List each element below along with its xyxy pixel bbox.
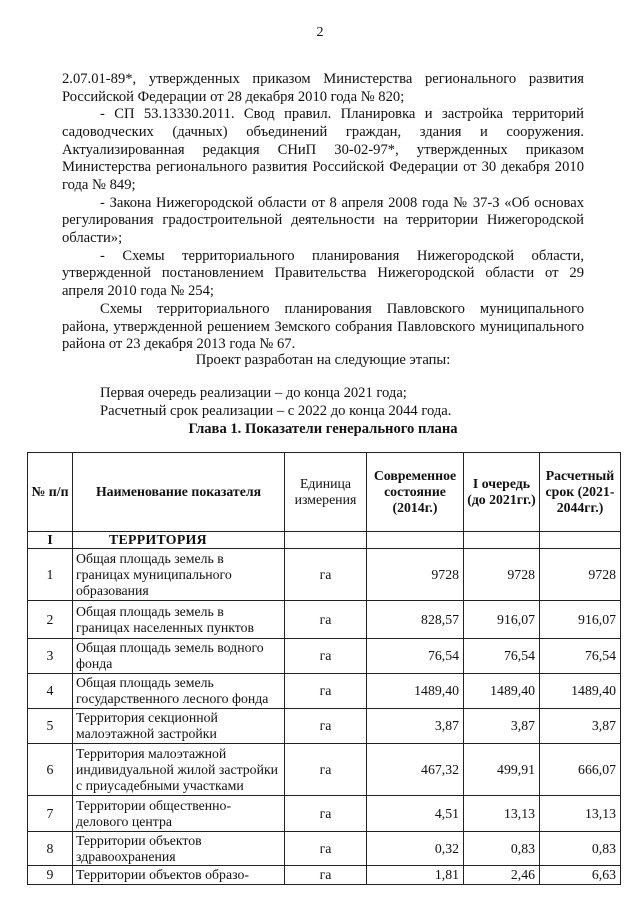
row-first-stage-value: 499,91 [464,744,540,796]
header-target: Расчетный срок (2021-2044гг.) [540,453,621,532]
row-unit: га [285,549,367,601]
row-first-stage-value: 13,13 [464,796,540,832]
row-target-value: 666,07 [540,744,621,796]
row-name: Территория малоэтажной индивидуальной жилой застройки с приусадебными участками [73,744,285,796]
table-row [28,639,621,674]
row-name: Территории общественно-делового центра [73,796,285,832]
table-row [28,674,621,709]
stage-target: Расчетный срок реализации – с 2022 до конца 2044 года. [100,403,452,419]
row-unit: га [285,866,367,885]
row-unit: га [285,709,367,744]
row-num: 9 [28,866,73,885]
row-first-stage-value: 0,83 [464,832,540,866]
row-target-value: 0,83 [540,832,621,866]
table-row [28,796,621,832]
row-num: 1 [28,549,73,601]
section-name: ТЕРРИТОРИЯ [73,532,285,549]
header-name: Наименование показателя [73,453,285,532]
row-target-value: 13,13 [540,796,621,832]
chapter-title: Глава 1. Показатели генерального плана [188,421,458,437]
row-num: 3 [28,639,73,674]
row-unit: га [285,796,367,832]
paragraph-4: - Схемы территориального планирования Нижегородской области, утвержденной постановлением Правительства Нижегородской области от 29 апреля 2010 года № 254; [62,247,584,300]
row-target-value: 3,87 [540,709,621,744]
row-name: Территории объектов образо- [73,866,285,885]
table-header-row [28,453,621,532]
row-num: 6 [28,744,73,796]
row-first-stage-value: 916,07 [464,601,540,639]
stages-list [100,384,451,420]
section-empty-cell [285,532,367,549]
header-first-stage: I очередь (до 2021гг.) [464,453,540,532]
row-current-value: 1489,40 [367,674,464,709]
row-target-value: 9728 [540,549,621,601]
row-first-stage-value: 76,54 [464,639,540,674]
table-row [28,549,621,601]
paragraph-2: - СП 53.13330.2011. Свод правил. Планировка и застройка территорий садоводческих (дачных) объединений граждан, здания и сооружения. Актуализированная редакция СНиП 30-02-97*, утвержденных приказом Министерства регионального развития Российской Федерации от 30 декабря 2010 года № 849; [62,106,584,193]
table-row [28,709,621,744]
row-current-value: 1,81 [367,866,464,885]
row-num: 2 [28,601,73,639]
row-name: Общая площадь земель водного фонда [73,639,285,674]
row-current-value: 0,32 [367,832,464,866]
header-current: Современное состояние (2014г.) [367,453,464,532]
table-row [28,832,621,866]
section-row [28,532,621,549]
row-first-stage-value: 3,87 [464,709,540,744]
row-first-stage-value: 2,46 [464,866,540,885]
paragraph-3: - Закона Нижегородской области от 8 апреля 2008 года № 37-З «Об основах регулирования градостроительной деятельности на территории Нижегородской области»; [62,194,584,246]
table-row [28,601,621,639]
row-current-value: 3,87 [367,709,464,744]
table-row [28,866,621,885]
row-first-stage-value: 1489,40 [464,674,540,709]
row-unit: га [285,639,367,674]
row-current-value: 828,57 [367,601,464,639]
row-current-value: 9728 [367,549,464,601]
paragraph-5: Схемы территориального планирования Павловского муниципального района, утвержденной решением Земского собрания Павловского муниципального района от 23 декабря 2013 года № 67. [62,300,584,353]
section-empty-cell [464,532,540,549]
section-empty-cell [540,532,621,549]
row-name: Общая площадь земель в границах муниципального образования [73,549,285,601]
row-target-value: 916,07 [540,601,621,639]
row-unit: га [285,744,367,796]
row-target-value: 1489,40 [540,674,621,709]
paragraph-1: 2.07.01-89*, утвержденных приказом Министерства регионального развития Российской Федерации от 28 декабря 2010 года № 820; [62,71,584,105]
row-unit: га [285,832,367,866]
row-current-value: 467,32 [367,744,464,796]
body-text [62,71,584,354]
table-row [28,744,621,796]
row-first-stage-value: 9728 [464,549,540,601]
row-target-value: 76,54 [540,639,621,674]
stage-first: Первая очередь реализации – до конца 2021 года; [100,385,407,401]
row-current-value: 4,51 [367,796,464,832]
row-num: 7 [28,796,73,832]
page-number: 2 [316,25,324,40]
row-current-value: 76,54 [367,639,464,674]
indicators-table [27,452,621,885]
row-name: Территория секционной малоэтажной застройки [73,709,285,744]
row-target-value: 6,63 [540,866,621,885]
row-num: 4 [28,674,73,709]
section-empty-cell [367,532,464,549]
header-unit: Единица измерения [285,453,367,532]
row-num: 8 [28,832,73,866]
header-num: № п/п [28,453,73,532]
row-name: Общая площадь земель государственного лесного фонда [73,674,285,709]
row-unit: га [285,601,367,639]
section-num: I [28,532,73,549]
row-unit: га [285,674,367,709]
stages-intro: Проект разработан на следующие этапы: [195,352,451,368]
row-num: 5 [28,709,73,744]
row-name: Общая площадь земель в границах населенных пунктов [73,601,285,639]
row-name: Территории объектов здравоохранения [73,832,285,866]
